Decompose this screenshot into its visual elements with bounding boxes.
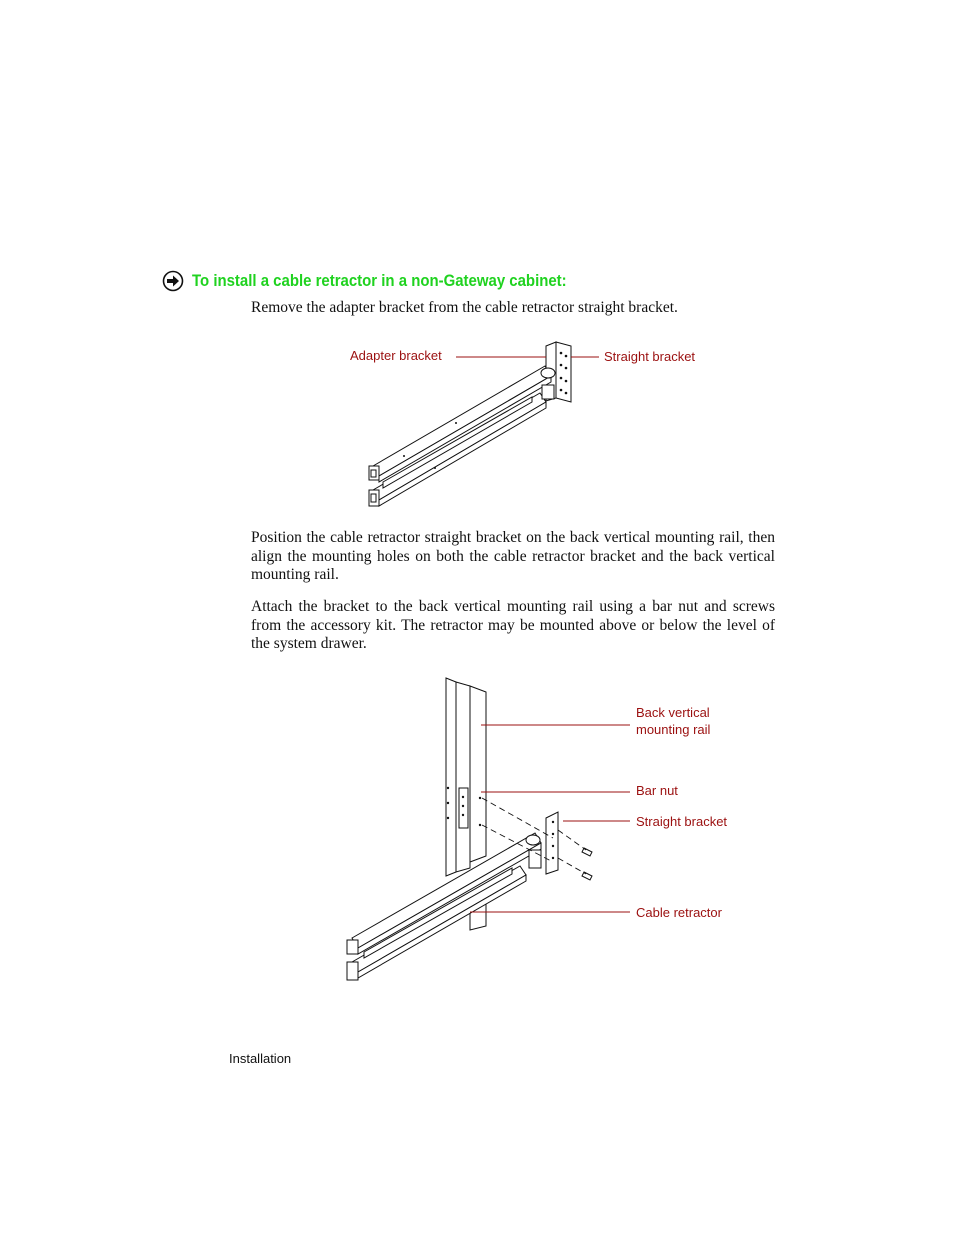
callout-adapter-bracket: Adapter bracket [350, 348, 442, 363]
step-text-attach-bracket: Attach the bracket to the back vertical mounting rail using a bar nut and screws from the accessory kit. The retractor may be mounted above or below the level of the system drawer. [251, 598, 775, 652]
footer-section-label: Installation [229, 1051, 292, 1066]
callout-bar-nut: Bar nut [636, 783, 678, 798]
callout-back-rail-line-1: Back vertical [636, 705, 710, 720]
callout-back-rail-line-2: mounting rail [636, 722, 711, 737]
procedure-title: To install a cable retractor in a non-Gateway cabinet: [192, 271, 567, 290]
step-text-position-bracket: Position the cable retractor straight bracket on the back vertical mounting rail, then align the mounting holes on both the cable retractor bracket and the back vertical mounting rail. [251, 529, 775, 583]
callout-straight-bracket-2: Straight bracket [636, 814, 728, 829]
callout-back-vertical-mounting-rail [636, 704, 710, 738]
step-text-remove-adapter: Remove the adapter bracket from the cable retractor straight bracket. [251, 299, 678, 316]
callout-straight-bracket: Straight bracket [604, 349, 696, 364]
callout-cable-retractor: Cable retractor [636, 905, 722, 920]
